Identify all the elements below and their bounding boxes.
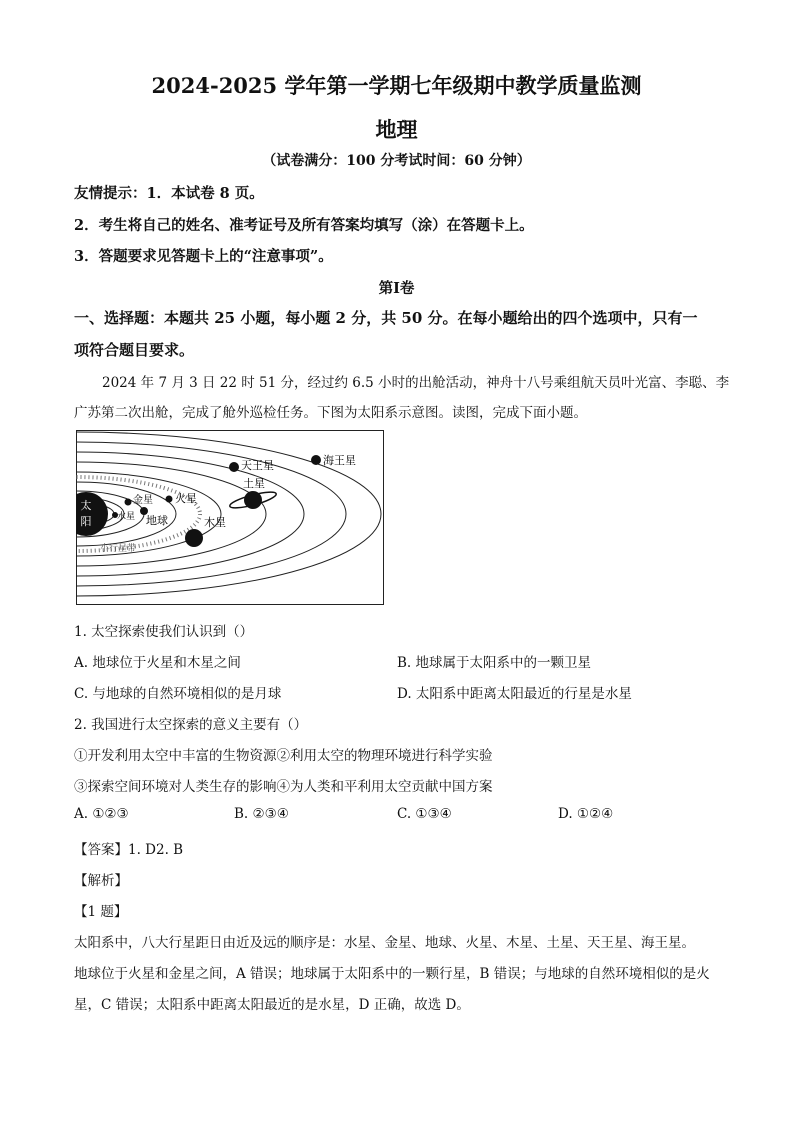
q2-option-a: A. ①②③ — [74, 806, 129, 822]
tip-line-3: 3．答题要求见答题卡上的“注意事项”。 — [74, 248, 333, 265]
sun-label-bottom: 阳 — [80, 515, 92, 528]
exam-info: （试卷满分：100 分考试时间：60 分钟） — [262, 153, 531, 169]
tip-line-2: 2．考生将自己的姓名、准考证号及所有答案均填写（涂）在答题卡上。 — [74, 217, 534, 234]
passage-line-2: 广苏第二次出舱，完成了舱外巡检任务。下图为太阳系示意图。读图，完成下面小题。 — [74, 405, 587, 421]
q1-option-b: B. 地球属于太阳系中的一颗卫星 — [397, 655, 592, 671]
question-2-stem: 2. 我国进行太空探索的意义主要有（） — [74, 717, 308, 733]
subject-title: 地理 — [375, 117, 418, 142]
neptune-label: 海王星 — [323, 454, 356, 467]
sun-label-top: 太 — [80, 499, 92, 512]
question-1-stem: 1. 太空探索使我们认识到（） — [74, 624, 254, 640]
analysis-label: 【解析】 — [74, 873, 128, 889]
section-title: 第Ⅰ卷 — [378, 280, 415, 297]
q1-option-a: A. 地球位于火星和木星之间 — [74, 655, 241, 671]
q2-statement-2: ③探索空间环境对人类生存的影响④为人类和平利用太空贡献中国方案 — [74, 779, 493, 795]
sub-question-label: 【1 题】 — [74, 904, 128, 920]
mars — [166, 496, 173, 503]
q1-option-c: C. 与地球的自然环境相似的是月球 — [74, 686, 282, 702]
part-one-heading-1: 一、选择题：本题共 25 小题，每小题 2 分，共 50 分。在每小题给出的四个选项中，只有一 — [74, 309, 698, 327]
analysis-line-2: 地球位于火星和金星之间，A 错误；地球属于太阳系中的一颗行星，B 错误；与地球的自然环境相似的是火 — [74, 966, 710, 982]
exam-title: 2024-2025 学年第一学期七年级期中教学质量监测 — [151, 73, 642, 98]
part-one-heading-2: 项符合题目要求。 — [74, 341, 195, 359]
asteroid-belt-label: 小行星带 — [100, 544, 137, 554]
saturn — [244, 491, 262, 509]
uranus-label: 天王星 — [241, 459, 274, 472]
answer-line: 【答案】1. D2. B — [74, 842, 184, 858]
q2-option-c: C. ①③④ — [397, 806, 452, 822]
solar-system-diagram — [76, 430, 384, 605]
q1-option-d: D. 太阳系中距离太阳最近的行星是水星 — [397, 686, 632, 702]
analysis-line-1: 太阳系中，八大行星距日由近及远的顺序是：水星、金星、地球、火星、木星、土星、天王星、海王星。 — [74, 935, 695, 951]
uranus — [229, 462, 239, 472]
passage-line-1: 2024 年 7 月 3 日 22 时 51 分，经过约 6.5 小时的出舱活动，神舟十八号乘组航天员叶光富、李聪、李 — [102, 375, 730, 391]
jupiter — [185, 529, 203, 547]
q2-statement-1: ①开发利用太空中丰富的生物资源②利用太空的物理环境进行科学实验 — [74, 748, 493, 764]
jupiter-label: 木星 — [204, 516, 226, 529]
tip-line-1: 友情提示：1．本试卷 8 页。 — [74, 185, 264, 202]
saturn-label: 土星 — [243, 477, 265, 490]
q2-option-d: D. ①②④ — [558, 806, 614, 822]
mercury-label: 水星 — [117, 512, 136, 522]
earth-label: 地球 — [146, 514, 168, 527]
mars-label: 火星 — [175, 492, 197, 505]
neptune — [311, 455, 321, 465]
analysis-line-3: 星，C 错误；太阳系中距离太阳最近的是水星，D 正确，故选 D。 — [74, 997, 470, 1013]
venus — [125, 499, 132, 506]
q2-option-b: B. ②③④ — [234, 806, 289, 822]
venus-label: 金星 — [133, 495, 153, 506]
